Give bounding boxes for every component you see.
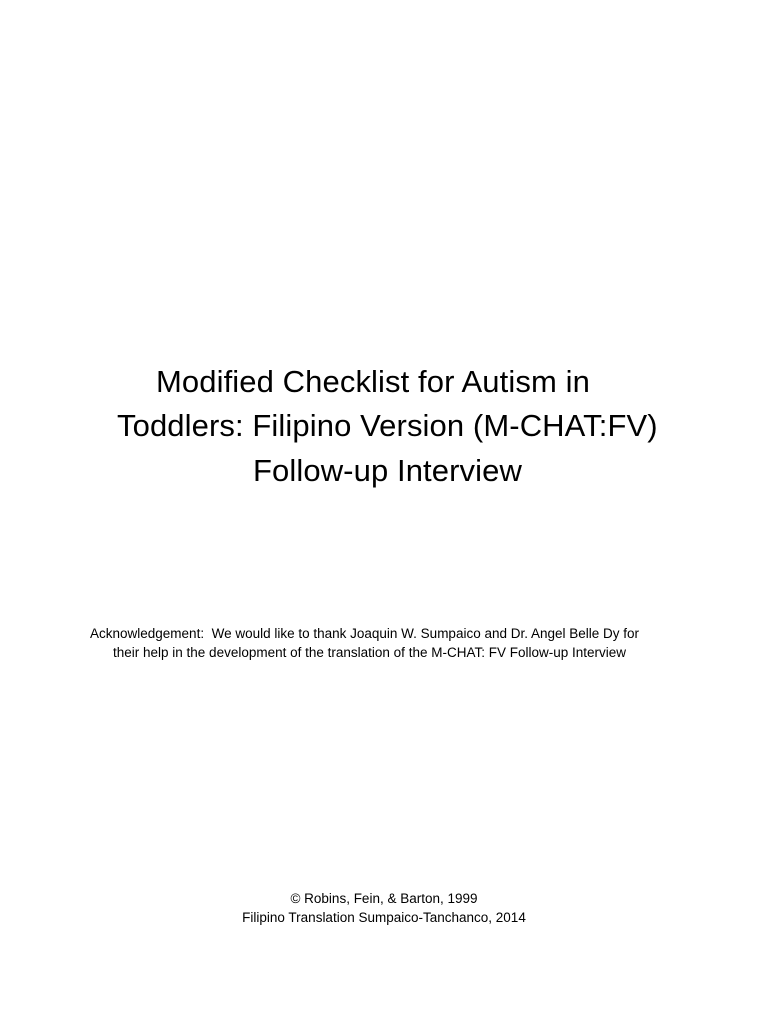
title-line-2: Toddlers: Filipino Version (M-CHAT:FV) — [117, 408, 658, 443]
title-line-1: Modified Checklist for Autism in — [156, 364, 590, 399]
title-line-3: Follow-up Interview — [253, 453, 522, 488]
translation-credit: Filipino Translation Sumpaico-Tanchanco, 2014 — [242, 910, 526, 925]
acknowledgement-line-1: Acknowledgement: We would like to thank Joaquin W. Sumpaico and Dr. Angel Belle Dy for — [90, 626, 640, 641]
footer — [0, 889, 768, 927]
acknowledgement-line-2: their help in the development of the translation of the M-CHAT: FV Follow-up Interview — [113, 645, 626, 660]
copyright-notice: © Robins, Fein, & Barton, 1999 — [290, 891, 478, 906]
